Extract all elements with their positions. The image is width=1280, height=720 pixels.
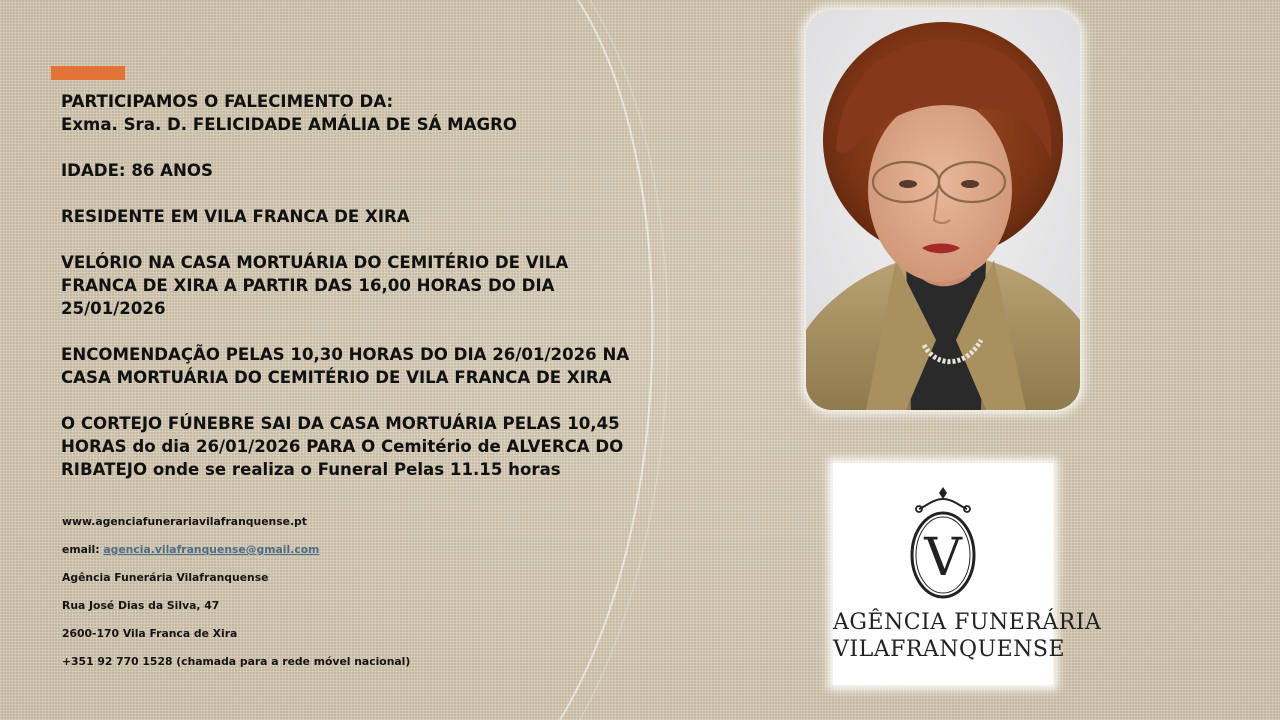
email-row bbox=[62, 543, 542, 571]
deceased-name: Exma. Sra. D. FELICIDADE AMÁLIA DE SÁ MAGRO bbox=[61, 115, 518, 134]
logo-line1: AGÊNCIA FUNERÁRIA bbox=[833, 610, 1102, 635]
notice-residence bbox=[61, 205, 661, 228]
accent-bar bbox=[51, 66, 125, 80]
residence-text: RESIDENTE EM VILA FRANCA DE XIRA bbox=[61, 207, 410, 226]
email-label: email: bbox=[62, 543, 104, 556]
notice-wake bbox=[61, 251, 661, 320]
monogram-emblem bbox=[893, 485, 993, 605]
phone-number: +351 92 770 1528 (chamada para a rede móvel nacional) bbox=[62, 655, 411, 668]
procession-line: HORAS do dia 26/01/2026 PARA O Cemitério de ALVERCA DO bbox=[61, 437, 624, 456]
agency-name: Agência Funerária Vilafranquense bbox=[62, 571, 269, 584]
commendation-line: ENCOMENDAÇÃO PELAS 10,30 HORAS DO DIA 26/01/2026 NA bbox=[61, 345, 630, 364]
website-text: www.agenciafunerariavilafranquense.pt bbox=[62, 515, 307, 528]
wake-line: 25/01/2026 bbox=[61, 299, 166, 318]
procession-line: RIBATEJO onde se realiza o Funeral Pelas 11.15 horas bbox=[61, 460, 561, 479]
postal-address: 2600-170 Vila Franca de Xira bbox=[62, 627, 238, 640]
portrait-photo bbox=[806, 10, 1080, 410]
age-text: IDADE: 86 ANOS bbox=[61, 161, 213, 180]
monogram-letter: V bbox=[924, 528, 962, 588]
notice-header bbox=[61, 90, 661, 136]
agency-logo bbox=[833, 463, 1102, 685]
logo-line2: VILAFRANQUENSE bbox=[833, 637, 1066, 662]
death-notice bbox=[61, 90, 661, 504]
notice-procession bbox=[61, 412, 661, 481]
commendation-line: CASA MORTUÁRIA DO CEMITÉRIO DE VILA FRANCA DE XIRA bbox=[61, 368, 612, 387]
wake-line: VELÓRIO NA CASA MORTUÁRIA DO CEMITÉRIO DE VILA bbox=[61, 253, 569, 272]
header-line: PARTICIPAMOS O FALECIMENTO DA: bbox=[61, 92, 394, 111]
portrait-illustration bbox=[806, 10, 1080, 410]
procession-line: O CORTEJO FÚNEBRE SAI DA CASA MORTUÁRIA PELAS 10,45 bbox=[61, 414, 620, 433]
contact-info bbox=[62, 515, 542, 683]
wake-line: FRANCA DE XIRA A PARTIR DAS 16,00 HORAS DO DIA bbox=[61, 276, 555, 295]
street-address: Rua José Dias da Silva, 47 bbox=[62, 599, 220, 612]
notice-age bbox=[61, 159, 661, 182]
notice-commendation bbox=[61, 343, 661, 389]
email-link[interactable]: agencia.vilafranquense@gmail.com bbox=[103, 543, 320, 556]
